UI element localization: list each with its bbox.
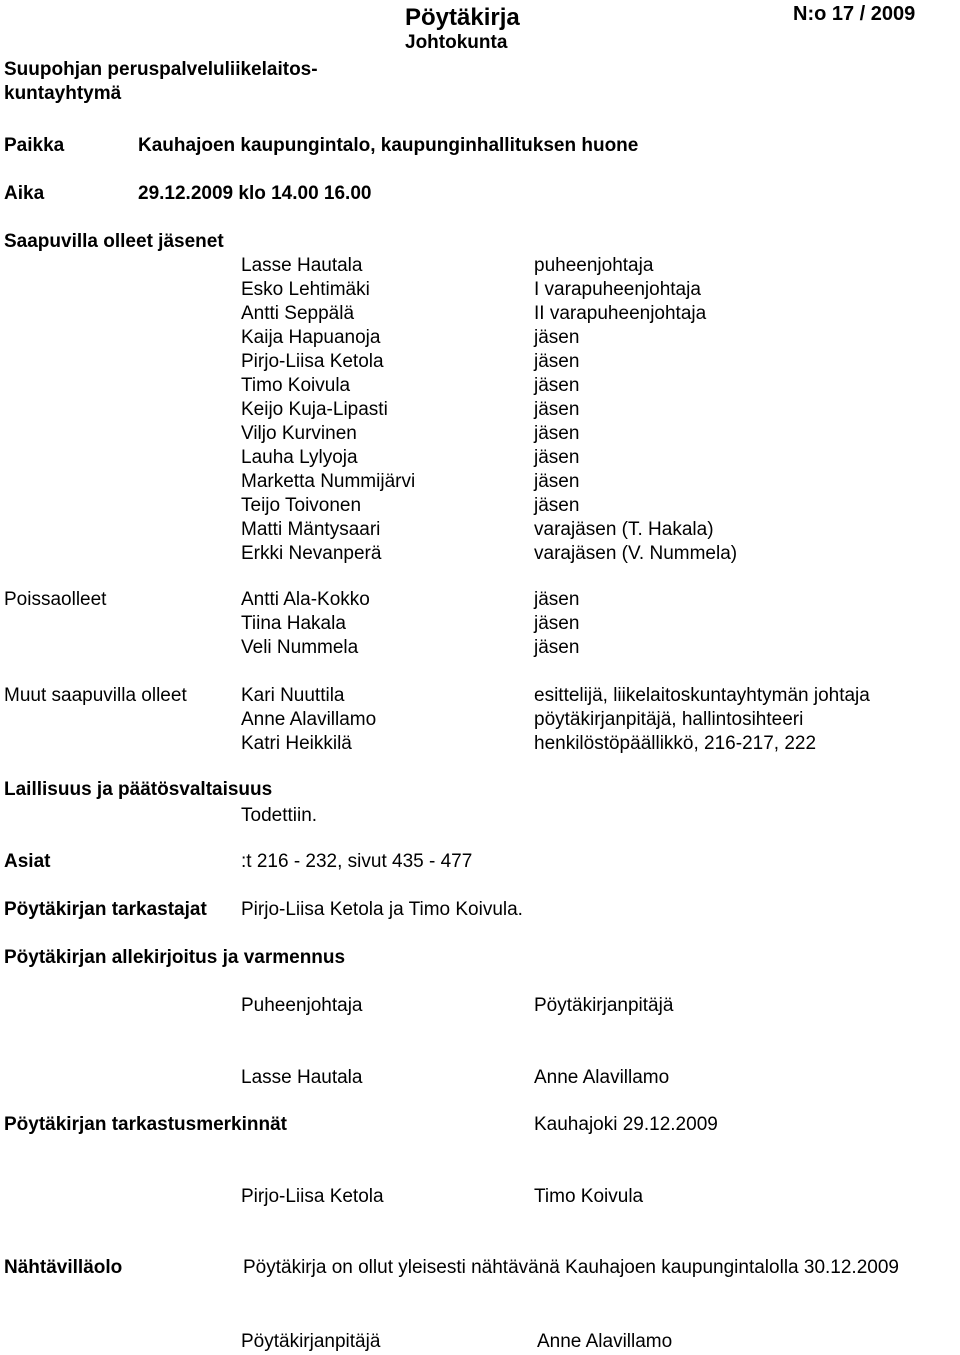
present-member-role: II varapuheenjohtaja (534, 303, 707, 324)
absent-member-role: jäsen (534, 589, 580, 610)
time-value: 29.12.2009 klo 14.00 16.00 (138, 183, 372, 204)
present-names-list (241, 254, 415, 566)
present-member-role: jäsen (534, 447, 580, 468)
doc-type-title: Pöytäkirja (405, 4, 520, 31)
other-attendee-name: Anne Alavillamo (241, 709, 377, 730)
inspector2-name: Timo Koivula (534, 1186, 644, 1207)
inspectors-label: Pöytäkirjan tarkastajat (4, 899, 207, 920)
present-member-role: jäsen (534, 375, 580, 396)
signatures-label: Pöytäkirjan allekirjoitus ja varmennus (4, 947, 346, 968)
present-member-name: Erkki Nevanperä (241, 543, 382, 564)
place-label: Paikka (4, 135, 65, 156)
absent-member-name: Tiina Hakala (241, 613, 346, 634)
present-member-name: Antti Seppälä (241, 303, 355, 324)
others-names-list (241, 684, 376, 756)
body-name: Johtokunta (405, 32, 508, 53)
legality-label: Laillisuus ja päätösvaltaisuus (4, 779, 273, 800)
display-signer-title: Pöytäkirjanpitäjä (241, 1331, 381, 1352)
inspector1-name: Pirjo-Liisa Ketola (241, 1186, 384, 1207)
place-value: Kauhajoen kaupungintalo, kaupunginhallituksen huone (138, 135, 639, 156)
others-roles-list (534, 684, 870, 756)
present-member-name: Keijo Kuja-Lipasti (241, 399, 388, 420)
present-member-name: Lasse Hautala (241, 255, 363, 276)
present-label: Saapuvilla olleet jäsenet (4, 231, 224, 252)
display-signer-name: Anne Alavillamo (537, 1331, 673, 1352)
legality-value: Todettiin. (241, 805, 318, 826)
present-member-name: Esko Lehtimäki (241, 279, 370, 300)
display-value: Pöytäkirja on ollut yleisesti nähtävänä Kauhajoen kaupungintalolla 30.12.2009 (243, 1257, 899, 1278)
present-member-role: varajäsen (T. Hakala) (534, 519, 714, 540)
secretary-title: Pöytäkirjanpitäjä (534, 995, 674, 1016)
other-attendee-role: henkilöstöpäällikkö, 216-217, 222 (534, 733, 817, 754)
matters-label: Asiat (4, 851, 51, 872)
matters-value: :t 216 - 232, sivut 435 - 477 (241, 851, 473, 872)
inspection-label: Pöytäkirjan tarkastusmerkinnät (4, 1114, 288, 1135)
absent-member-name: Veli Nummela (241, 637, 359, 658)
present-member-name: Lauha Lylyoja (241, 447, 358, 468)
present-member-name: Pirjo-Liisa Ketola (241, 351, 384, 372)
time-label: Aika (4, 183, 45, 204)
present-member-role: puheenjohtaja (534, 255, 654, 276)
present-member-role: jäsen (534, 495, 580, 516)
absent-member-role: jäsen (534, 613, 580, 634)
absent-label: Poissaolleet (4, 589, 107, 610)
present-member-role: jäsen (534, 351, 580, 372)
display-label: Nähtävilläolo (4, 1257, 123, 1278)
present-member-role: jäsen (534, 423, 580, 444)
org-name-line2: kuntayhtymä (4, 83, 122, 104)
org-name-line1: Suupohjan peruspalveluliikelaitos- (4, 59, 318, 80)
absent-member-role: jäsen (534, 637, 580, 658)
present-member-role: jäsen (534, 327, 580, 348)
other-attendee-role: pöytäkirjanpitäjä, hallintosihteeri (534, 709, 804, 730)
absent-names-list (241, 588, 370, 660)
present-member-name: Timo Koivula (241, 375, 351, 396)
absent-member-name: Antti Ala-Kokko (241, 589, 370, 610)
present-member-role: jäsen (534, 471, 580, 492)
present-member-role: varajäsen (V. Nummela) (534, 543, 738, 564)
others-label: Muut saapuvilla olleet (4, 685, 187, 706)
chair-title: Puheenjohtaja (241, 995, 363, 1016)
present-member-role: I varapuheenjohtaja (534, 279, 701, 300)
present-member-name: Teijo Toivonen (241, 495, 362, 516)
other-attendee-name: Kari Nuuttila (241, 685, 345, 706)
inspectors-value: Pirjo-Liisa Ketola ja Timo Koivula. (241, 899, 523, 920)
inspection-place-date: Kauhajoki 29.12.2009 (534, 1114, 718, 1135)
present-member-name: Kaija Hapuanoja (241, 327, 381, 348)
other-attendee-role: esittelijä, liikelaitoskuntayhtymän johtaja (534, 685, 870, 706)
present-member-role: jäsen (534, 399, 580, 420)
present-member-name: Marketta Nummijärvi (241, 471, 416, 492)
present-member-name: Matti Mäntysaari (241, 519, 381, 540)
chair-name: Lasse Hautala (241, 1067, 363, 1088)
secretary-name: Anne Alavillamo (534, 1067, 670, 1088)
other-attendee-name: Katri Heikkilä (241, 733, 352, 754)
present-roles-list (534, 254, 737, 566)
doc-number: N:o 17 / 2009 (793, 3, 916, 25)
absent-roles-list (534, 588, 579, 660)
present-member-name: Viljo Kurvinen (241, 423, 357, 444)
